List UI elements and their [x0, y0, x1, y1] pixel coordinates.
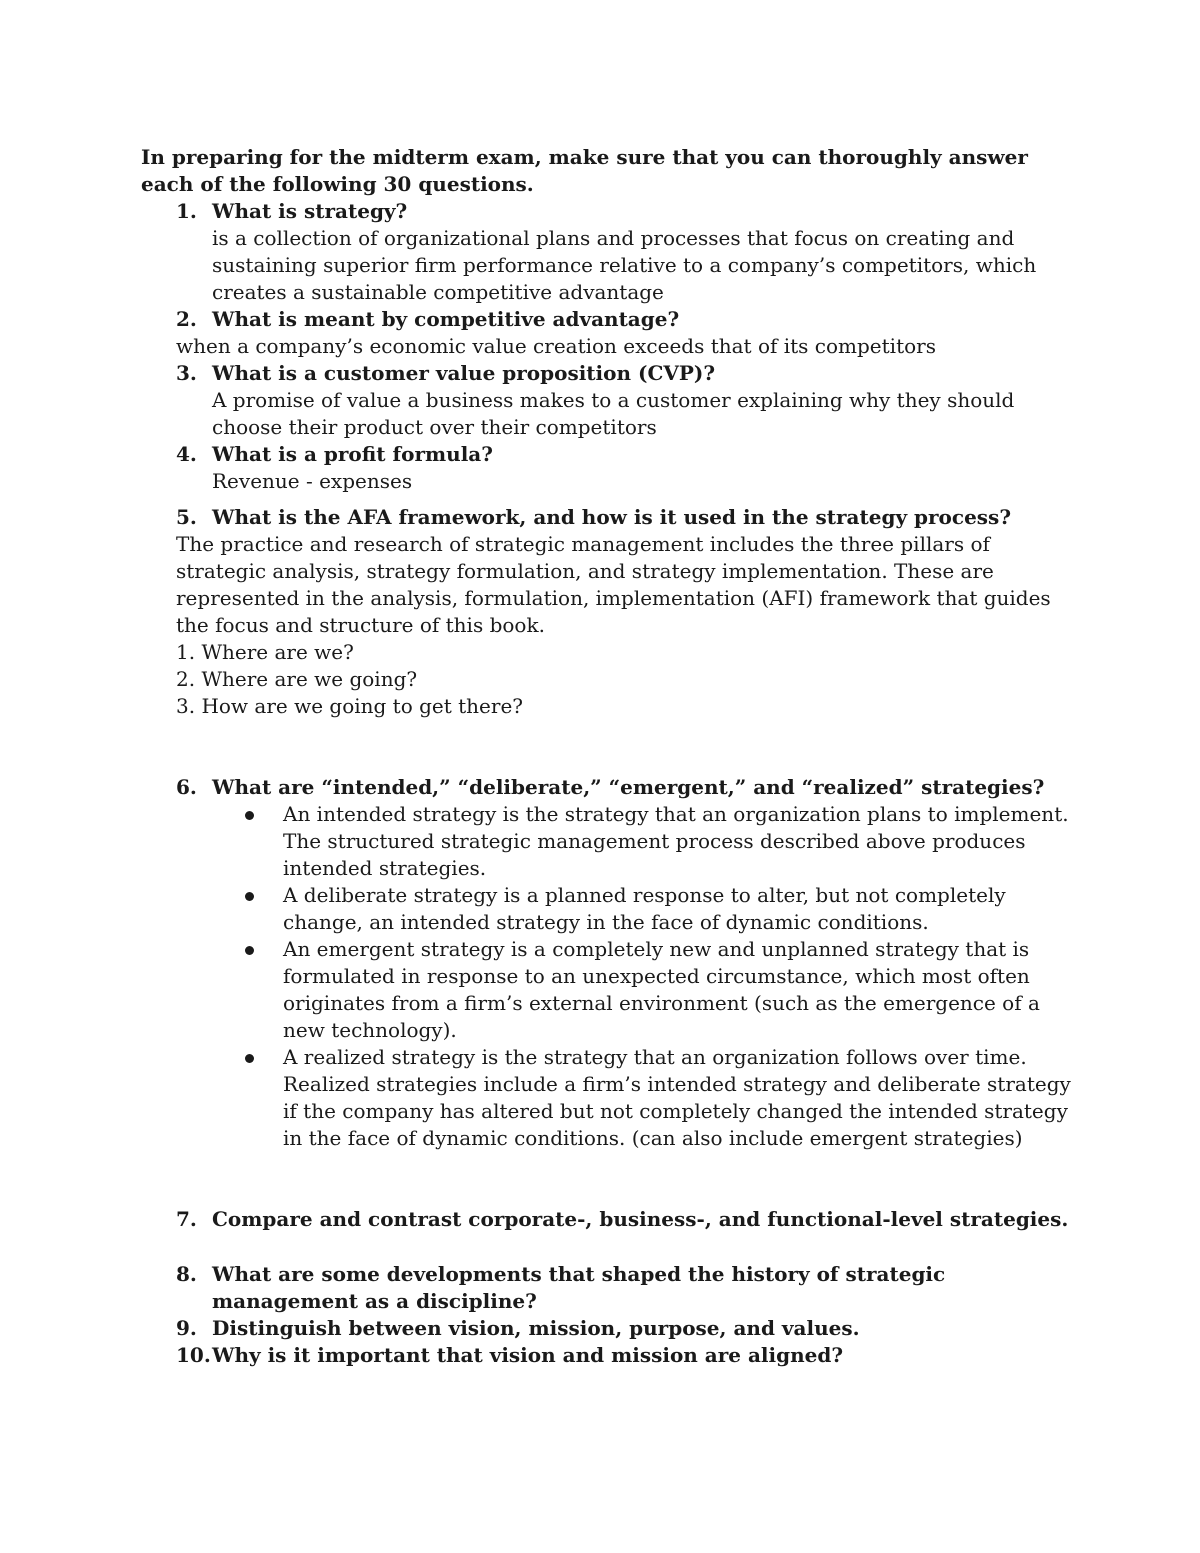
question-3: [141, 360, 1081, 387]
question-2: [141, 306, 1081, 333]
question-number: 9.: [176, 1316, 197, 1340]
answer-1: is a collection of organizational plans and processes that focus on creating and sustaining superior firm performance relative to a company’s competitors, which creates a sustainable competitive advantage: [212, 226, 1037, 304]
bullet-text: An intended strategy is the strategy that an organization plans to implement. The structured strategic management process described above produces intended strategies.: [283, 802, 1069, 880]
question-text: What is meant by competitive advantage?: [212, 307, 680, 331]
question-number: 5.: [176, 505, 197, 529]
question-text: What are “intended,” “deliberate,” “emergent,” and “realized” strategies?: [212, 775, 1045, 799]
bullet-text: An emergent strategy is a completely new and unplanned strategy that is formulated in response to an unexpected circumstance, which most often originates from a firm’s external environment (such as the emergence of a new technology).: [283, 937, 1040, 1042]
answer-3: A promise of value a business makes to a customer explaining why they should choose their product over their competitors: [212, 388, 1015, 439]
answer-4: Revenue - expenses: [212, 469, 413, 493]
spacer: [141, 720, 1081, 774]
bullet-item-deliberate: [141, 882, 1081, 936]
intro-text: In preparing for the midterm exam, make sure that you can thoroughly answer each of the following 30 questions.: [141, 145, 1028, 196]
list-item: 3. How are we going to get there?: [176, 694, 524, 718]
question-text: What are some developments that shaped the history of strategic management as a discipline?: [212, 1262, 946, 1313]
question-number: 6.: [176, 775, 197, 799]
question-8: [141, 1261, 1081, 1315]
question-number: 2.: [176, 307, 197, 331]
spacer: [141, 495, 1081, 504]
question-text: What is the AFA framework, and how is it used in the strategy process?: [212, 505, 1012, 529]
bullet-text: A realized strategy is the strategy that an organization follows over time. Realized strategies include a firm’s intended strategy and deliberate strategy if the company has altered but not completely changed the intended strategy in the face of dynamic conditions. (can also include emergent strategies): [283, 1045, 1071, 1150]
bullet-item-realized: [141, 1044, 1081, 1152]
question-number: 10.: [176, 1343, 211, 1367]
bullet-icon: [245, 892, 254, 901]
question-10: [141, 1342, 1081, 1369]
question-1: [141, 198, 1081, 225]
document-body: [141, 144, 1081, 1369]
bullet-text: A deliberate strategy is a planned response to alter, but not completely change, an intended strategy in the face of dynamic conditions.: [283, 883, 1006, 934]
question-9: [141, 1315, 1081, 1342]
question-text: What is a profit formula?: [212, 442, 493, 466]
question-number: 4.: [176, 442, 197, 466]
question-number: 1.: [176, 199, 197, 223]
question-number: 8.: [176, 1262, 197, 1286]
question-text: What is strategy?: [212, 199, 408, 223]
spacer: [141, 1152, 1081, 1206]
question-number: 7.: [176, 1207, 197, 1231]
answer-2: when a company’s economic value creation exceeds that of its competitors: [176, 334, 936, 358]
question-5: [141, 504, 1081, 531]
list-item: 2. Where are we going?: [176, 667, 418, 691]
bullet-item-emergent: [141, 936, 1081, 1044]
question-text: Why is it important that vision and mission are aligned?: [212, 1343, 844, 1367]
question-number: 3.: [176, 361, 197, 385]
question-text: What is a customer value proposition (CVP)?: [212, 361, 716, 385]
question-7: [141, 1206, 1081, 1233]
question-text: Distinguish between vision, mission, purpose, and values.: [212, 1316, 860, 1340]
bullet-icon: [245, 811, 254, 820]
spacer: [141, 1233, 1081, 1261]
question-6: [141, 774, 1081, 801]
bullet-icon: [245, 946, 254, 955]
question-4: [141, 441, 1081, 468]
bullet-item-intended: [141, 801, 1081, 882]
list-item: 1. Where are we?: [176, 640, 354, 664]
answer-5: The practice and research of strategic management includes the three pillars of strategic analysis, strategy formulation, and strategy implementation. These are represented in the analysis, formulation, implementation (AFI) framework that guides the focus and structure of this book.: [176, 532, 1051, 637]
bullet-icon: [245, 1054, 254, 1063]
question-text: Compare and contrast corporate-, business-, and functional-level strategies.: [212, 1207, 1069, 1231]
